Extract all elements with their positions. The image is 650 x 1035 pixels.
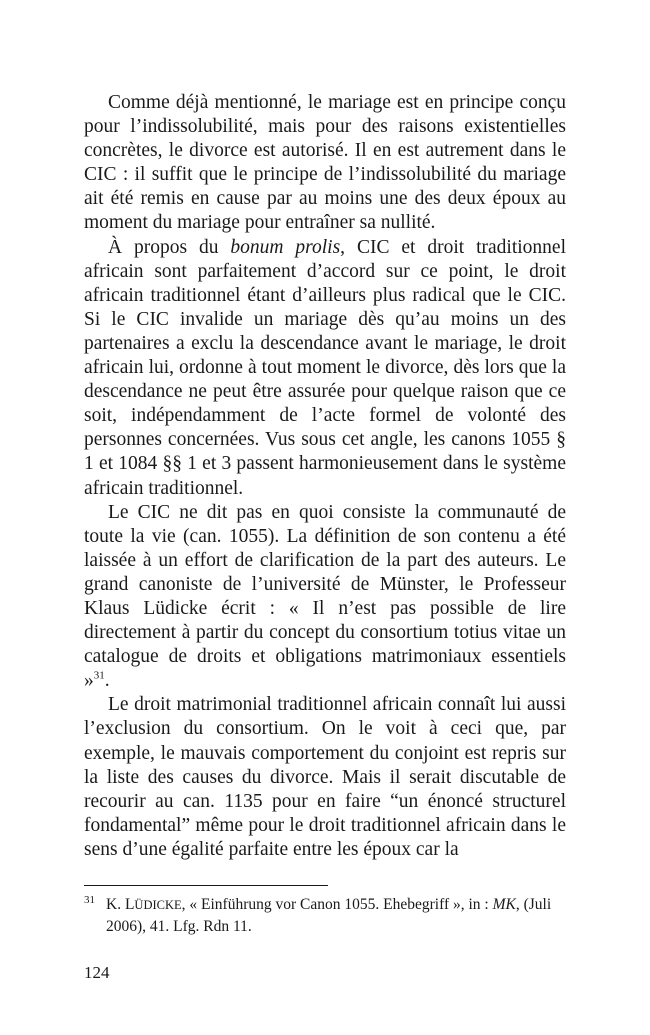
footnote-journal: MK [492, 896, 516, 913]
paragraph-3-text: Le CIC ne dit pas en quoi consiste la communauté de toute la vie (can. 1055). La définition de son contenu a été laissée à un effort de clarification de la part des auteurs. Le grand canoniste de l’université de Münster, le Professeur Klaus Lüdicke écrit : « Il n’est pas possible de lire directement à partir du concept du consortium totius vitae un catalogue de droits et obligations matrimoniaux essentiels » [84, 501, 566, 692]
paragraph-4-text: Le droit matrimonial traditionnel africain connaît lui aussi l’exclusion du consortium. On le voit à ceci que, par exemple, le mauvais comportement du conjoint est repris sur la liste des causes du divorce. Mais il serait discutable de recourir au can. 1135 pour en faire “un énoncé structurel fondamental” même pour le droit traditionnel africain dans le sens d’une égalité parfaite entre les époux car la [84, 694, 566, 860]
footnote-separator [84, 885, 328, 886]
paragraph-2-italic-term: bonum prolis [230, 236, 341, 258]
paragraph-2-text-end: , CIC et droit traditionnel africain sont parfaitement d’accord sur ce point, le droit africain traditionnel étant d’ailleurs plus radical que le CIC. Si le CIC invalide un mariage dès qu’au moins un des partenaires a exclu la descendance avant le mariage, le droit africain lui, ordonne à tout moment le divorce, dès lors que la descendance ne peut être assurée pour quelque raison que ce soit, indépendamment de l’acte formel de volonté des personnes concernées. Vus sous cet angle, les canons 1055 § 1 et 1084 §§ 1 et 3 passent harmonieusement dans le système africain traditionnel. [84, 236, 566, 499]
main-text [84, 91, 566, 862]
footnote-author-initial: K. L [106, 896, 135, 913]
paragraph-3-end: . [104, 670, 110, 692]
footnote-author-rest: ÜDICKE [134, 898, 182, 912]
paragraph-2 [84, 236, 566, 501]
paragraph-3 [84, 501, 566, 694]
paragraph-2-text-start: À propos du [108, 236, 231, 258]
footnote-text-start: , « Einführung vor Canon 1055. Ehebegriff », in : [181, 896, 493, 913]
footnote-text-end: , (Juli 2006), 41. Lfg. Rdn 11. [106, 896, 552, 935]
paragraph-1 [84, 91, 566, 236]
page-number: 124 [84, 963, 110, 982]
paragraph-1-text: Comme déjà mentionné, le mariage est en principe conçu pour l’indissolubilité, mais pour des raisons existentielles concrètes, le divorce est autorisé. Il en est autrement dans le CIC : il suffit que le principe de l’indissolubilité du mariage ait été remis en cause par au moins une des deux époux au moment du mariage pour entraîner sa nullité. [84, 92, 566, 234]
footnote-reference[interactable]: 31 [93, 669, 105, 682]
paragraph-4 [84, 693, 566, 862]
footnote-31: 31 K. LÜDICKE, « Einführung vor Canon 1055. Ehebegriff », in : MK, (Juli 2006), 41. Lfg. Rdn 11. [84, 893, 552, 935]
